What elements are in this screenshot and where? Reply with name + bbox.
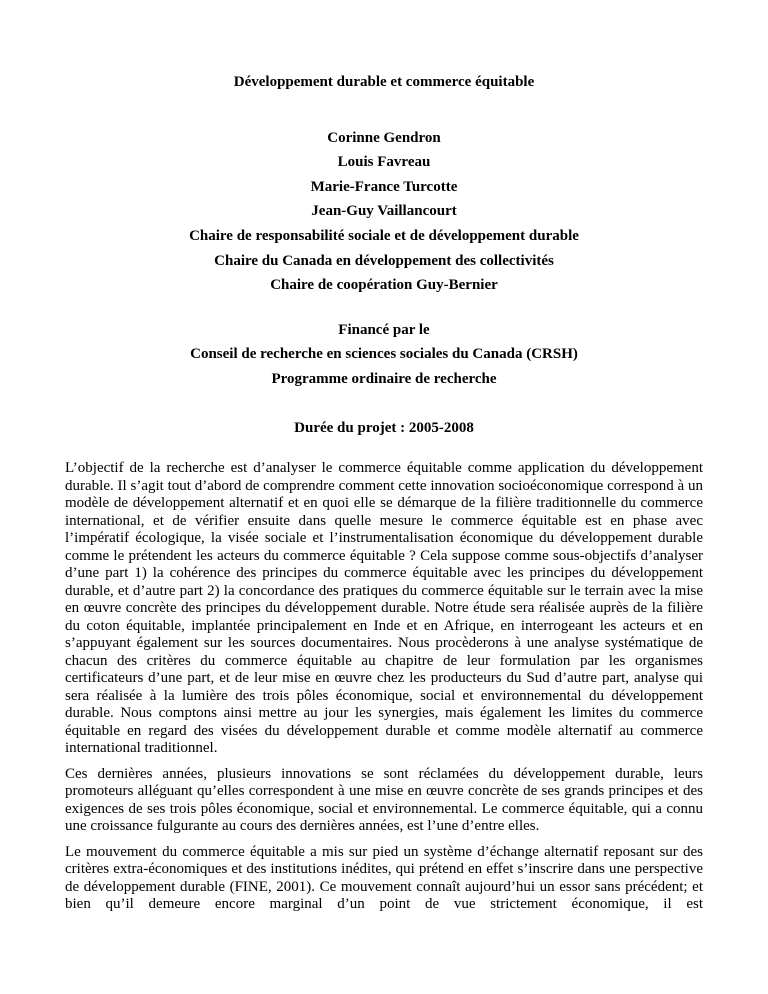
funding-block [65,318,703,392]
title-block [65,70,703,95]
author-name: Corinne Gendron [327,129,441,146]
paragraph: L’objectif de la recherche est d’analyser le commerce équitable comme application du développement durable. Il s’agit tout d’abord de comprendre comment cette innovation socioéconomique correspond à un modèle de développement alternatif et en quoi elle se démarque de la filière traditionnelle du commerce international, et de vérifier ensuite dans quelle mesure le commerce équitable est en phase avec l’impératif écologique, la visée sociale et l’instrumentalisation économique du développement durable comme le prétendent les acteurs du commerce équitable ? Cela suppose comme sous-objectifs d’analyser d’une part 1) la cohérence des principes du commerce équitable avec les principes du développement durable, et d’autre part 2) la concordance des pratiques du commerce équitable sur le terrain avec la mise en œuvre concrète des principes du développement durable. Notre étude sera réalisée auprès de la filière du coton équitable, implantée principalement en Inde et en Afrique, en interrogeant les acteurs et en s’appuyant également sur les sources documentaires. Nous procèderons à une analyse systématique de chacun des critères du commerce équitable au chapitre de leur formulation par les organismes certificateurs d’une part, et de leur mise en œuvre chez les producteurs du Sud d’autre part, analyse qui sera réalisée à la lumière des trois pôles économique, social et environnemental du développement durable. Nous comptons ainsi mettre au jour les synergies, mais également les limites du commerce équitable en regard des visées du développement durable et comme modèle alternatif au commerce international traditionnel. [65,460,703,757]
project-duration: Durée du projet : 2005-2008 [294,419,474,436]
funding-line: Programme ordinaire de recherche [271,370,497,387]
author-name: Marie-France Turcotte [310,178,458,195]
funding-line: Financé par le [338,321,430,338]
author-list [65,126,703,298]
author-name: Jean-Guy Vaillancourt [311,203,457,220]
affiliation-line: Chaire de responsabilité sociale et de développement durable [189,227,579,244]
duration-block [65,416,703,441]
page-title: Développement durable et commerce équitable [233,74,535,90]
paragraph: Le mouvement du commerce équitable a mis sur pied un système d’échange alternatif reposant sur des critères extra-économiques et des institutions inédites, qui prétend en effet s’inscrire dans une perspective de développement durable (FINE, 2001). Ce mouvement connaît aujourd’hui un essor sans précédent; et bien qu’il demeure encore marginal d’un point de vue strictement économique, il est [65,843,703,913]
funding-line: Conseil de recherche en sciences sociales du Canada (CRSH) [190,346,578,363]
paragraph: Ces dernières années, plusieurs innovations se sont réclamées du développement durable, leurs promoteurs alléguant qu’elles correspondent à une mise en œuvre concrète de ses grands principes et des exigences de ses trois pôles économique, social et environnemental. Le commerce équitable, qui a connu une croissance fulgurante au cours des dernières années, est l’une d’entre elles. [65,765,703,835]
affiliation-line: Chaire du Canada en développement des collectivités [214,252,554,269]
document-body [65,460,703,914]
affiliation-line: Chaire de coopération Guy-Bernier [270,277,498,294]
author-name: Louis Favreau [337,154,431,171]
